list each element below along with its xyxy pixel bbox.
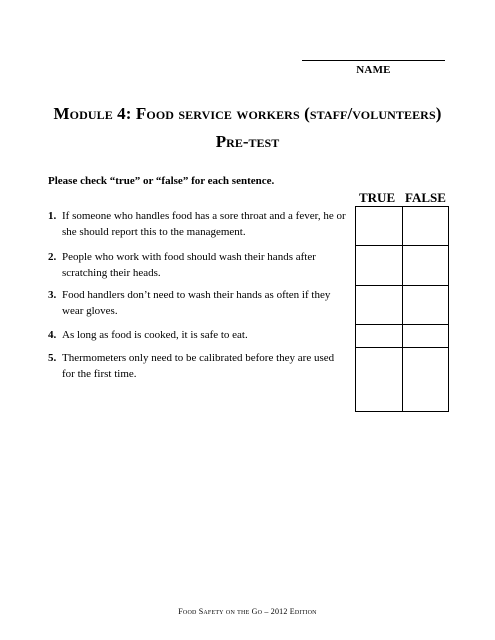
- name-signature-line[interactable]: [302, 60, 445, 61]
- false-checkbox-q1[interactable]: [402, 206, 449, 246]
- question-item: [48, 351, 348, 382]
- question-number: 5.: [48, 352, 57, 364]
- page-footer: Food Safety on the Go – 2012 Edition: [178, 607, 317, 616]
- question-item: [48, 288, 348, 319]
- question-item: [48, 209, 348, 240]
- name-label: NAME: [356, 64, 391, 76]
- true-checkbox-q5[interactable]: [355, 347, 403, 412]
- true-checkbox-q2[interactable]: [355, 245, 403, 286]
- question-text: Food handlers don’t need to wash their hands as often if they wear gloves.: [62, 289, 331, 317]
- question-number: 2.: [48, 251, 57, 263]
- instructions: Please check “true” or “false” for each sentence.: [48, 175, 275, 187]
- answer-grid: [355, 206, 449, 412]
- question-item: [48, 250, 348, 281]
- question-text: Thermometers only need to be calibrated before they are used for the first time.: [62, 352, 335, 380]
- question-text: As long as food is cooked, it is safe to eat.: [62, 329, 248, 341]
- question-number: 3.: [48, 289, 57, 301]
- false-checkbox-q5[interactable]: [402, 347, 449, 412]
- true-checkbox-q4[interactable]: [355, 324, 403, 348]
- page-subtitle: Pre-test: [215, 132, 280, 151]
- true-checkbox-q3[interactable]: [355, 285, 403, 325]
- question-number: 4.: [48, 329, 57, 341]
- false-checkbox-q4[interactable]: [402, 324, 449, 348]
- page-title: Module 4: Food service workers (staff/volunteers): [53, 104, 442, 123]
- false-column-header: FALSE: [405, 190, 446, 205]
- true-checkbox-q1[interactable]: [355, 206, 403, 246]
- question-text: People who work with food should wash their hands after scratching their heads.: [62, 251, 316, 279]
- false-checkbox-q2[interactable]: [402, 245, 449, 286]
- question-number: 1.: [48, 210, 57, 222]
- true-column-header: TRUE: [359, 190, 396, 205]
- question-text: If someone who handles food has a sore throat and a fever, he or she should report this to the management.: [62, 210, 346, 238]
- question-item: [48, 328, 348, 344]
- false-checkbox-q3[interactable]: [402, 285, 449, 325]
